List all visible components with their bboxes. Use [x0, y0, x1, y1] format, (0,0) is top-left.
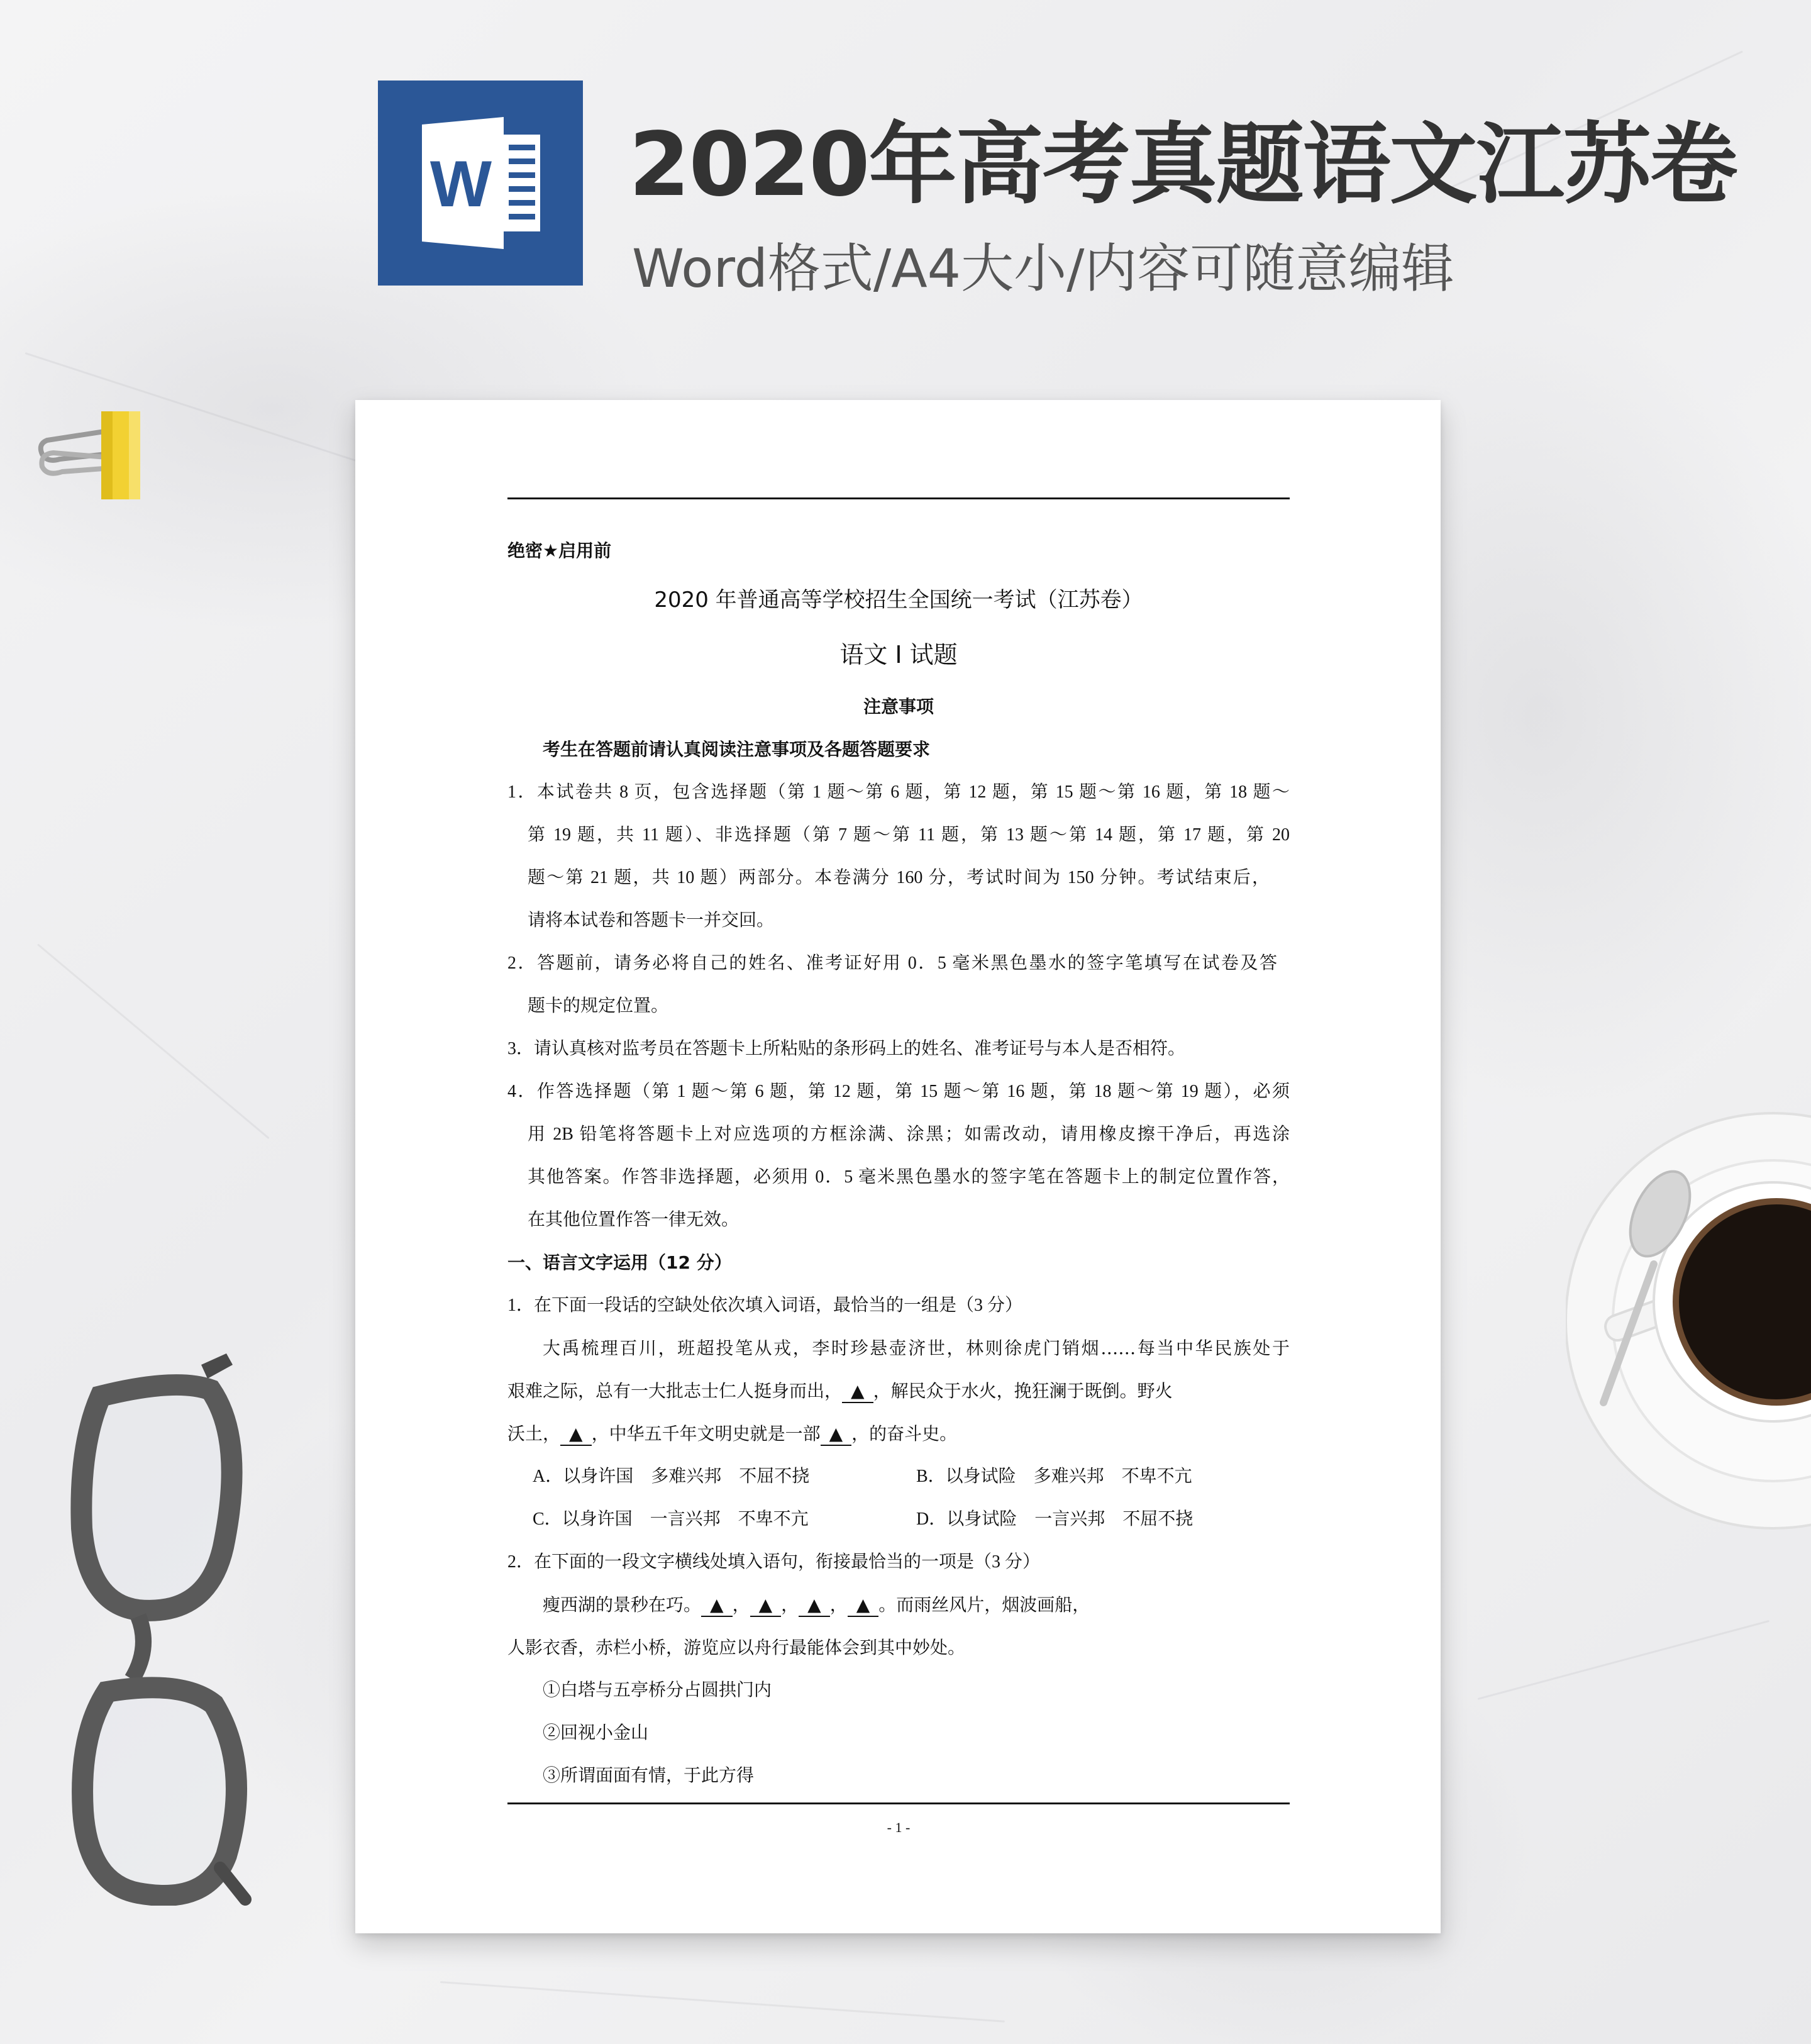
- passage-line: [507, 1421, 1290, 1447]
- passage-text: ，的奋斗史。: [851, 1423, 958, 1444]
- section-heading: 一、语言文字运用（12 分）: [507, 1252, 732, 1273]
- passage-text: 。而雨丝风片，烟波画船，: [878, 1594, 1090, 1615]
- answer-blank: ▲: [560, 1423, 592, 1446]
- word-logo-icon: [378, 81, 583, 286]
- note-line: 1．本试卷共 8 页，包含选择题（第 1 题～第 6 题，第 12 题，第 15 题～第 16 题，第 18 题～: [507, 782, 1290, 802]
- header-rule: [507, 497, 1290, 499]
- option-b: B．以身试险 多难兴邦 不卑不亢: [916, 1467, 1192, 1486]
- answer-blank: ▲: [799, 1594, 830, 1617]
- binder-clip-icon: [35, 409, 148, 503]
- answer-blank: ▲: [750, 1594, 782, 1617]
- question-stem: 1．在下面一段话的空缺处依次填入词语，最恰当的一组是（3 分）: [507, 1296, 1023, 1315]
- notice-intro: 考生在答题前请认真阅读注意事项及各题答题要求: [543, 739, 931, 760]
- list-item: ①白塔与五亭桥分占圆拱门内: [543, 1680, 772, 1700]
- note-line: 其他答案。作答非选择题，必须用 0．5 毫米黑色墨水的签字笔在答题卡上的制定位置作答，: [528, 1167, 1290, 1187]
- passage-text: ，解民众于水火，挽狂澜于既倒。野火: [873, 1380, 1173, 1401]
- passage-line: 人影衣香，赤栏小桥，游览应以舟行最能体会到其中妙处。: [507, 1637, 966, 1658]
- passage-text: 艰难之际，总有一大批志士仁人挺身而出，: [507, 1380, 843, 1401]
- note-line: 在其他位置作答一律无效。: [528, 1210, 739, 1230]
- options-row: [507, 1464, 1315, 1489]
- passage-line: 大禹梳理百川，班超投笔从戎，李时珍悬壶济世，林则徐虎门销烟……每当中华民族处于: [543, 1338, 1290, 1358]
- footer-rule: [507, 1802, 1290, 1804]
- logo-letter: W: [429, 148, 492, 221]
- note-line: 2．答题前，请务必将自己的姓名、准考证好用 0．5 毫米黑色墨水的签字笔填写在试卷及答: [507, 953, 1277, 973]
- page-subtitle: Word格式/A4大小/内容可随意编辑: [632, 238, 1454, 299]
- coffee-cup-icon: [1566, 1101, 1811, 1541]
- note-line: 3．请认真核对监考员在答题卡上所粘贴的条形码上的姓名、准考证号与本人是否相符。: [507, 1039, 1186, 1058]
- secret-label: 绝密★启用前: [507, 540, 612, 561]
- option-d: D．以身试险 一言兴邦 不屈不挠: [916, 1509, 1193, 1529]
- page-number: - 1 -: [887, 1819, 911, 1835]
- marble-vein: [37, 943, 270, 1139]
- marble-vein: [440, 1981, 1005, 2023]
- eyeglasses-icon: [63, 1352, 264, 1906]
- document-content: [507, 400, 1290, 1933]
- document-page: [355, 400, 1441, 1933]
- note-line: 请将本试卷和答题卡一并交回。: [528, 911, 775, 930]
- answer-blank: ▲: [848, 1594, 879, 1617]
- list-item: ③所谓面面有情，于此方得: [543, 1766, 755, 1786]
- note-line: 题～第 21 题，共 10 题）两部分。本卷满分 160 分，考试时间为 150 分钟。考试结束后，: [528, 868, 1270, 887]
- passage-text: 瘦西湖的景秒在巧。: [543, 1594, 702, 1615]
- question-stem: 2．在下面的一段文字横线处填入语句，衔接最恰当的一项是（3 分）: [507, 1552, 1041, 1572]
- notice-heading: 注意事项: [863, 696, 934, 717]
- answer-blank: ▲: [842, 1380, 873, 1403]
- note-line: 4．作答选择题（第 1 题～第 6 题，第 12 题，第 15 题～第 16 题，第 18 题～第 19 题），必须: [507, 1082, 1290, 1101]
- separator: ，: [829, 1594, 848, 1615]
- marble-vein: [1478, 1620, 1769, 1700]
- note-line: 题卡的规定位置。: [528, 996, 669, 1016]
- note-line: 第 19 题，共 11 题）、非选择题（第 7 题～第 11 题，第 13 题～第 14 题，第 17 题，第 20: [528, 825, 1290, 845]
- passage-line: [507, 1592, 1325, 1618]
- passage-text: 沃土，: [507, 1423, 561, 1444]
- separator: ，: [781, 1594, 799, 1615]
- note-line: 用 2B 铅笔将答题卡上对应选项的方框涂满、涂黑；如需改动，请用橡皮擦干净后，再选涂: [528, 1125, 1290, 1144]
- paper-title: 语文 I 试题: [839, 641, 958, 669]
- answer-blank: ▲: [701, 1594, 733, 1617]
- option-a: A．以身许国 多难兴邦 不屈不挠: [533, 1467, 810, 1486]
- option-c: C．以身许国 一言兴邦 不卑不亢: [533, 1509, 809, 1529]
- passage-line: [507, 1379, 1290, 1404]
- passage-text: ，中华五千年文明史就是一部: [591, 1423, 821, 1444]
- options-row: [507, 1507, 1315, 1532]
- page-title: 2020年高考真题语文江苏卷: [629, 114, 1737, 216]
- exam-title: 2020 年普通高等学校招生全国统一考试（江苏卷）: [654, 587, 1143, 613]
- list-item: ②回视小金山: [543, 1723, 649, 1743]
- separator: ，: [732, 1594, 750, 1615]
- answer-blank: ▲: [821, 1423, 852, 1446]
